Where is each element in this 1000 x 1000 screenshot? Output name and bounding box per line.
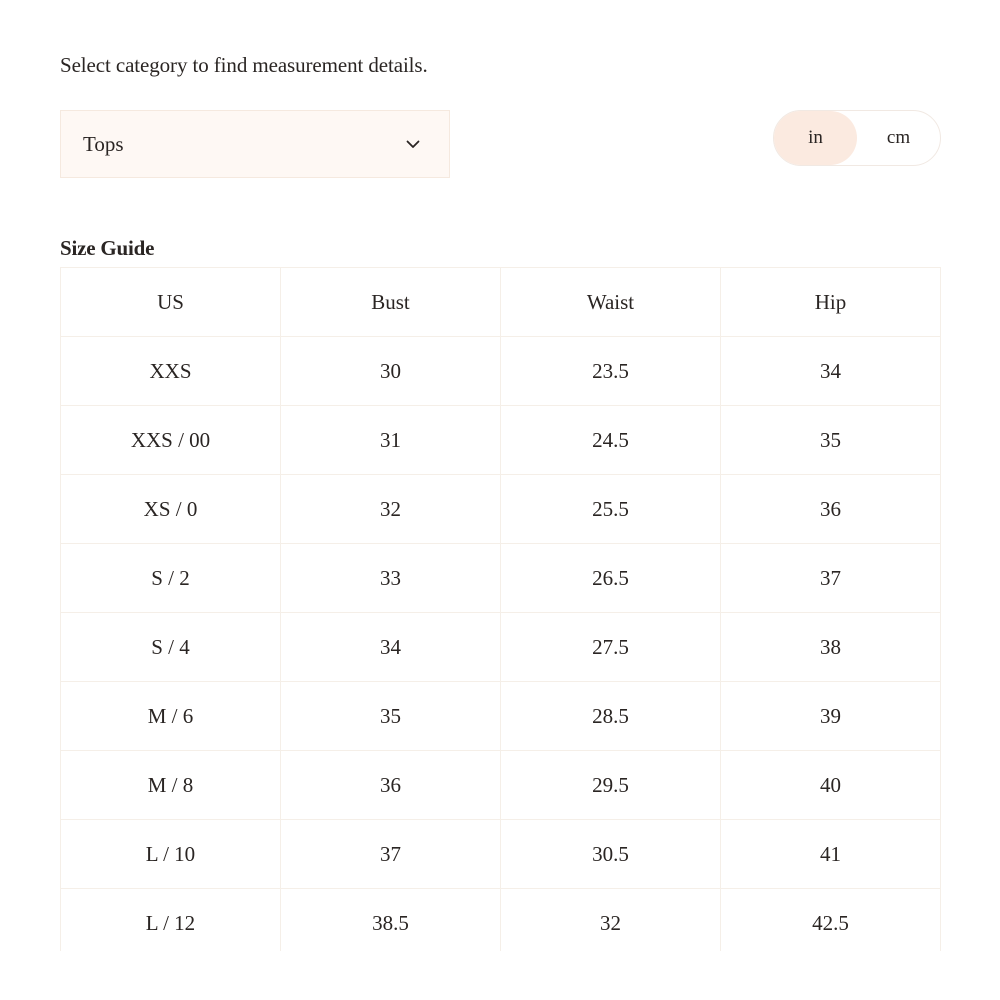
cell-waist: 26.5 xyxy=(501,544,721,613)
column-header-bust: Bust xyxy=(281,268,501,337)
cell-us: L / 10 xyxy=(61,820,281,889)
cell-bust: 38.5 xyxy=(281,889,501,952)
cell-waist: 30.5 xyxy=(501,820,721,889)
cell-hip: 36 xyxy=(721,475,941,544)
cell-hip: 40 xyxy=(721,751,941,820)
table-row xyxy=(61,475,941,544)
column-header-waist: Waist xyxy=(501,268,721,337)
table-row xyxy=(61,889,941,952)
cell-waist: 32 xyxy=(501,889,721,952)
cell-bust: 36 xyxy=(281,751,501,820)
cell-hip: 41 xyxy=(721,820,941,889)
cell-waist: 28.5 xyxy=(501,682,721,751)
unit-option-in[interactable]: in xyxy=(774,111,857,165)
cell-waist: 25.5 xyxy=(501,475,721,544)
cell-us: L / 12 xyxy=(61,889,281,952)
cell-hip: 37 xyxy=(721,544,941,613)
cell-us: XXS xyxy=(61,337,281,406)
table-row xyxy=(61,751,941,820)
table-row xyxy=(61,337,941,406)
cell-waist: 23.5 xyxy=(501,337,721,406)
table-row xyxy=(61,682,941,751)
size-guide-title: Size Guide xyxy=(60,236,155,260)
cell-hip: 35 xyxy=(721,406,941,475)
column-header-hip: Hip xyxy=(721,268,941,337)
cell-bust: 37 xyxy=(281,820,501,889)
cell-waist: 29.5 xyxy=(501,751,721,820)
cell-bust: 30 xyxy=(281,337,501,406)
category-select-value: Tops xyxy=(83,131,124,156)
chevron-down-icon xyxy=(405,136,421,152)
cell-us: M / 6 xyxy=(61,682,281,751)
category-select[interactable] xyxy=(60,110,450,178)
cell-hip: 38 xyxy=(721,613,941,682)
cell-us: XS / 0 xyxy=(61,475,281,544)
table-row xyxy=(61,820,941,889)
cell-bust: 32 xyxy=(281,475,501,544)
table-row xyxy=(61,406,941,475)
table-row xyxy=(61,613,941,682)
cell-hip: 42.5 xyxy=(721,889,941,952)
column-header-us: US xyxy=(61,268,281,337)
size-guide-table xyxy=(60,267,941,951)
cell-hip: 39 xyxy=(721,682,941,751)
size-guide-table-container xyxy=(60,267,941,951)
cell-bust: 33 xyxy=(281,544,501,613)
cell-bust: 34 xyxy=(281,613,501,682)
table-header-row xyxy=(61,268,941,337)
cell-us: XXS / 00 xyxy=(61,406,281,475)
intro-text: Select category to find measurement details. xyxy=(60,53,428,77)
cell-waist: 27.5 xyxy=(501,613,721,682)
cell-hip: 34 xyxy=(721,337,941,406)
cell-us: S / 2 xyxy=(61,544,281,613)
cell-us: S / 4 xyxy=(61,613,281,682)
table-row xyxy=(61,544,941,613)
cell-us: M / 8 xyxy=(61,751,281,820)
unit-option-cm[interactable]: cm xyxy=(886,127,911,148)
unit-toggle xyxy=(773,110,941,166)
cell-waist: 24.5 xyxy=(501,406,721,475)
cell-bust: 35 xyxy=(281,682,501,751)
cell-bust: 31 xyxy=(281,406,501,475)
